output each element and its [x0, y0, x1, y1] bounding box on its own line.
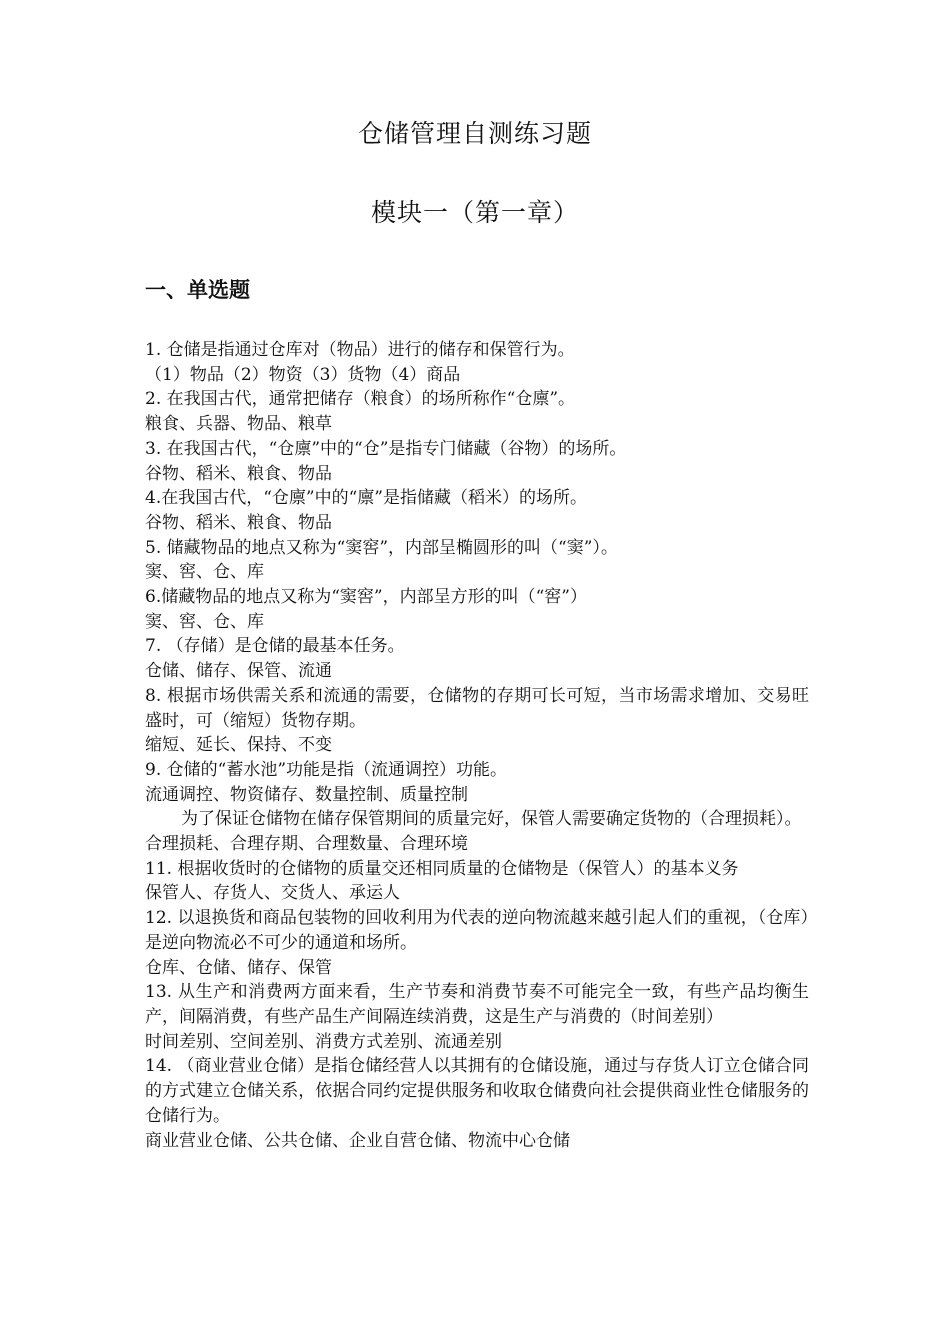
question-text: 为了保证仓储物在储存保管期间的质量完好，保管人需要确定货物的（合理损耗）。 — [181, 809, 802, 830]
question-text: 11. 根据收货时的仓储物的质量交还相同质量的仓储物是（保管人）的基本义务 — [145, 858, 739, 879]
question-text: 14. （商业营业仓储）是指仓储经营人以其拥有的仓储设施，通过与存货人订立仓储合同的方式建立仓储关系，依据合同约定提供服务和收取仓储费向社会提供商业性仓储服务的仓储行为。 — [145, 1056, 809, 1126]
question-text: 2. 在我国古代，通常把储存（粮食）的场所称作“仓廪”。 — [145, 389, 576, 410]
question-options: 粮食、兵器、物品、粮草 — [145, 414, 332, 435]
document-title: 仓储管理自测练习题 — [357, 119, 592, 148]
question-list — [145, 338, 809, 1153]
question-options: 谷物、稻米、粮食、物品 — [145, 512, 332, 533]
question-text: 5. 储藏物品的地点又称为“窦窖”，内部呈椭圆形的叫（“窦”）。 — [145, 537, 618, 558]
question-text: 7. （存储）是仓储的最基本任务。 — [145, 636, 405, 657]
question-options: 窦、窖、仓、库 — [145, 611, 264, 632]
question-text: 3. 在我国古代，“仓廪”中的“仓”是指专门储藏（谷物）的场所。 — [145, 438, 627, 459]
question-text: 6.储藏物品的地点又称为“窦窖”，内部呈方形的叫（“窖”） — [145, 587, 587, 608]
question-text: 13. 从生产和消费两方面来看，生产节奏和消费节奏不可能完全一致，有些产品均衡生产，间隔消费，有些产品生产间隔连续消费，这是生产与消费的（时间差别） — [145, 982, 809, 1027]
question-options: （1）物品（2）物资（3）货物（4）商品 — [145, 364, 461, 385]
document-subtitle: 模块一（第一章） — [370, 198, 579, 227]
question-text: 9. 仓储的“蓄水池”功能是指（流通调控）功能。 — [145, 759, 508, 780]
section-heading: 一、单选题 — [145, 278, 250, 302]
question-options: 流通调控、物资储存、数量控制、质量控制 — [145, 784, 468, 805]
question-options: 谷物、稻米、粮食、物品 — [145, 463, 332, 484]
question-text: 12. 以退换货和商品包装物的回收利用为代表的逆向物流越来越引起人们的重视，（仓库）是逆向物流必不可少的通道和场所。 — [145, 908, 809, 953]
question-text: 1. 仓储是指通过仓库对（物品）进行的储存和保管行为。 — [145, 340, 575, 360]
question-text: 4.在我国古代，“仓廪”中的“廪”是指储藏（稻米）的场所。 — [145, 488, 587, 509]
question-options: 窦、窖、仓、库 — [145, 562, 264, 583]
question-options: 仓库、仓储、储存、保管 — [145, 957, 332, 978]
question-options: 仓储、储存、保管、流通 — [145, 661, 332, 682]
question-options: 商业营业仓储、公共仓储、企业自营仓储、物流中心仓储 — [145, 1130, 570, 1151]
question-options: 合理损耗、合理存期、合理数量、合理环境 — [145, 834, 468, 855]
question-options: 保管人、存货人、交货人、承运人 — [145, 883, 400, 904]
question-text: 8. 根据市场供需关系和流通的需要，仓储物的存期可长可短，当市场需求增加、交易旺盛时，可（缩短）货物存期。 — [145, 685, 809, 731]
question-options: 时间差别、空间差别、消费方式差别、流通差别 — [145, 1031, 502, 1052]
question-options: 缩短、延长、保持、不变 — [145, 735, 332, 756]
